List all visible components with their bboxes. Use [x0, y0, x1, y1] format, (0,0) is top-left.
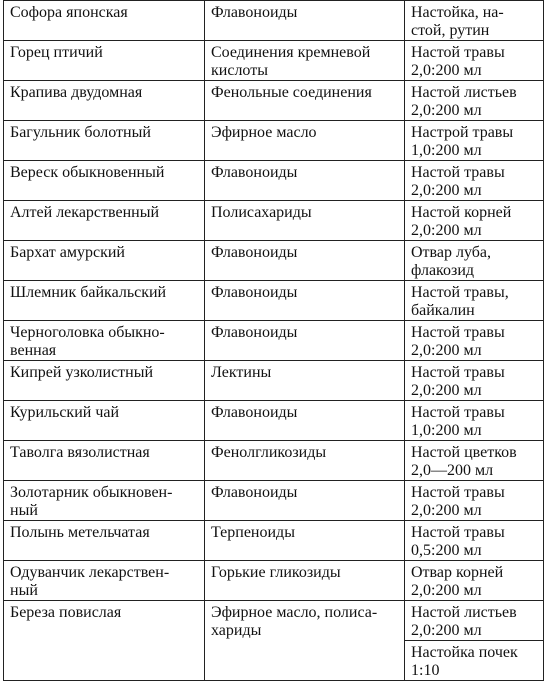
- active-compound-cell: Флавоноиды: [205, 1, 405, 41]
- preparation-cell: Настой травы 1,0:200 мл: [405, 401, 544, 441]
- active-compound-cell: Терпеноиды: [205, 521, 405, 561]
- active-compound-cell: Фенолгликозиды: [205, 441, 405, 481]
- plant-name-cell: Полынь метельчатая: [4, 521, 205, 561]
- preparation-cell: Настой травы 0,5:200 мл: [405, 521, 544, 561]
- plant-name-cell: Кипрей узколистный: [4, 361, 205, 401]
- table-row: [4, 201, 544, 241]
- plant-name-cell: Бархат амурский: [4, 241, 205, 281]
- table-row: [4, 401, 544, 441]
- plant-name-cell: Вереск обыкновенный: [4, 161, 205, 201]
- table-row: [4, 601, 544, 641]
- preparation-cell: Настой корней 2,0:200 мл: [405, 201, 544, 241]
- active-compound-cell: Флавоноиды: [205, 281, 405, 321]
- plant-name-cell: Шлемник байкальский: [4, 281, 205, 321]
- table-row: [4, 41, 544, 81]
- table-row: [4, 361, 544, 401]
- plant-name-cell: Крапива двудомная: [4, 81, 205, 121]
- plant-name-cell: Алтей лекарственный: [4, 201, 205, 241]
- table-row: [4, 321, 544, 361]
- active-compound-cell: Флавоноиды: [205, 241, 405, 281]
- active-compound-cell: Лектины: [205, 361, 405, 401]
- active-compound-cell: Флавоноиды: [205, 481, 405, 521]
- preparation-cell: Настой травы 2,0:200 мл: [405, 481, 544, 521]
- plant-name-cell: Софора японская: [4, 1, 205, 41]
- table-row: [4, 441, 544, 481]
- table-body: [4, 1, 544, 681]
- active-compound-cell: Горькие гликозиды: [205, 561, 405, 601]
- preparation-cell: Настой травы 2,0:200 мл: [405, 161, 544, 201]
- herb-table: [3, 0, 544, 681]
- table-row: [4, 281, 544, 321]
- table-row: [4, 481, 544, 521]
- table-row: [4, 561, 544, 601]
- table-row: [4, 521, 544, 561]
- preparation-cell: Настой цветков 2,0—200 мл: [405, 441, 544, 481]
- plant-name-cell: Багульник болотный: [4, 121, 205, 161]
- active-compound-cell: Эфирное масло, полиса- хариды: [205, 601, 405, 681]
- plant-name-cell: Черноголовка обыкно- венная: [4, 321, 205, 361]
- plant-name-cell: Одуванчик лекарствен- ный: [4, 561, 205, 601]
- plant-name-cell: Береза повислая: [4, 601, 205, 681]
- table-row: [4, 241, 544, 281]
- active-compound-cell: Флавоноиды: [205, 161, 405, 201]
- active-compound-cell: Флавоноиды: [205, 321, 405, 361]
- preparation-cell: Настойка почек 1:10: [405, 641, 544, 681]
- plant-name-cell: Курильский чай: [4, 401, 205, 441]
- active-compound-cell: Фенольные соединения: [205, 81, 405, 121]
- preparation-cell: Настой листьев 2,0:200 мл: [405, 81, 544, 121]
- plant-name-cell: Золотарник обыкновен- ный: [4, 481, 205, 521]
- table-row: [4, 81, 544, 121]
- plant-name-cell: Таволга вязолистная: [4, 441, 205, 481]
- active-compound-cell: Соединения кремневой кислоты: [205, 41, 405, 81]
- table-row: [4, 161, 544, 201]
- preparation-cell: Отвар луба, флакозид: [405, 241, 544, 281]
- preparation-cell: Настрой травы 1,0:200 мл: [405, 121, 544, 161]
- preparation-cell: Отвар корней 2,0:200 мл: [405, 561, 544, 601]
- active-compound-cell: Флавоноиды: [205, 401, 405, 441]
- preparation-cell: Настойка, на- стой, рутин: [405, 1, 544, 41]
- table-row: [4, 1, 544, 41]
- plant-name-cell: Горец птичий: [4, 41, 205, 81]
- preparation-cell: Настой травы 2,0:200 мл: [405, 361, 544, 401]
- preparation-cell: Настой травы 2,0:200 мл: [405, 321, 544, 361]
- active-compound-cell: Эфирное масло: [205, 121, 405, 161]
- preparation-cell: Настой травы 2,0:200 мл: [405, 41, 544, 81]
- active-compound-cell: Полисахариды: [205, 201, 405, 241]
- preparation-cell: Настой листьев 2,0:200 мл: [405, 601, 544, 641]
- preparation-cell: Настой травы, байкалин: [405, 281, 544, 321]
- table-row: [4, 121, 544, 161]
